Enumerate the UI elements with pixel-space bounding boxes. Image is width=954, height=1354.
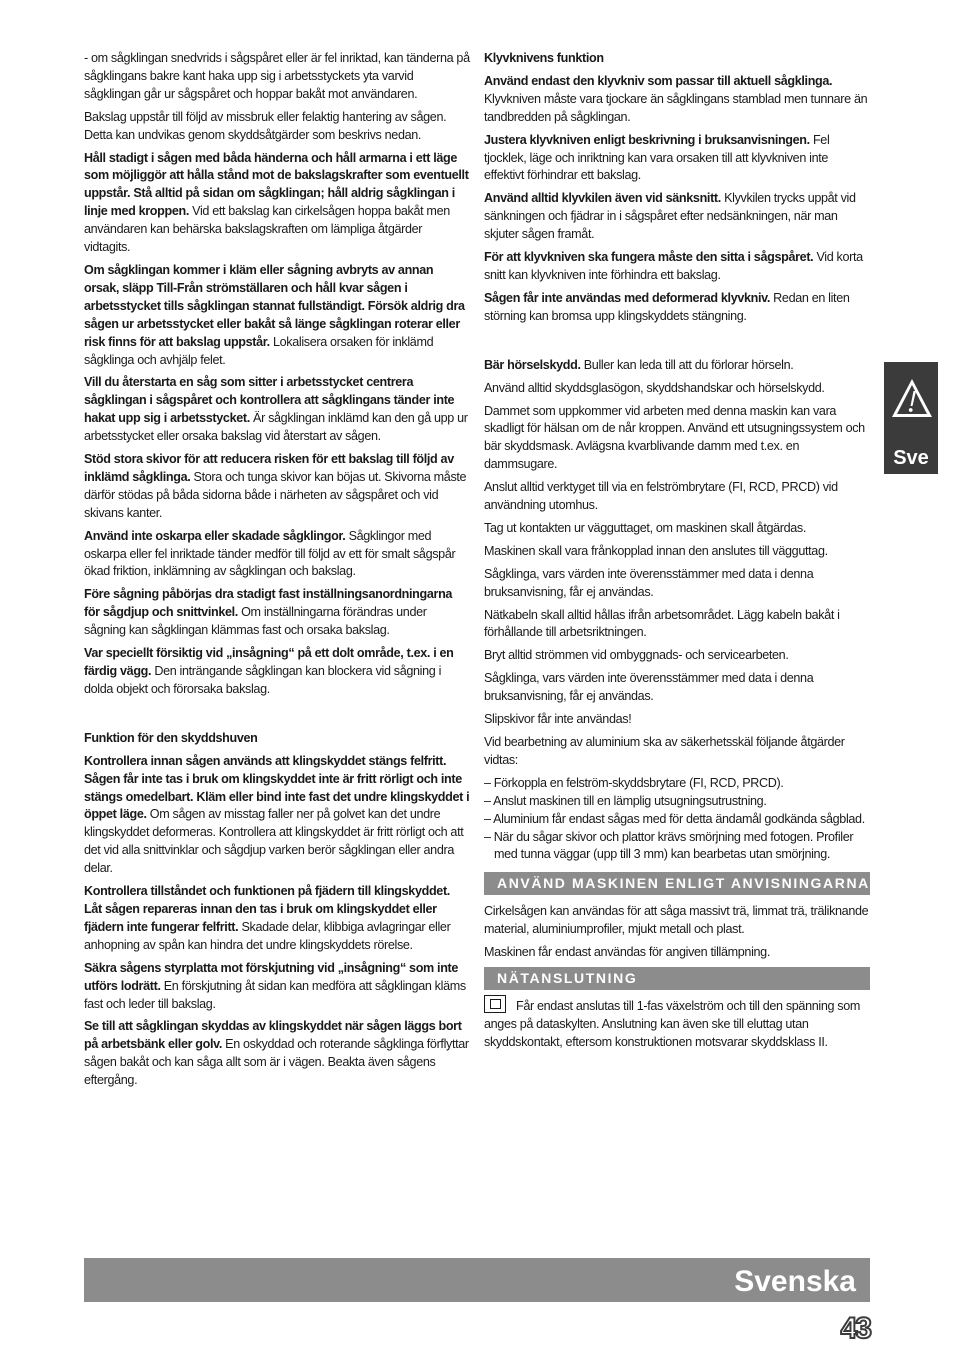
protection-class-ii-icon xyxy=(484,995,506,1013)
list-item: – Aluminium får endast sågas med för detta ändamål godkända sågblad. xyxy=(484,811,865,826)
paragraph: Tag ut kontakten ur vägguttaget, om maskinen skall åtgärdas. xyxy=(484,520,807,535)
paragraph: - om sågklingan snedvrids i sågspåret eller är fel inriktad, kan tänderna på sågklingans bakre kant haka upp sig i arbetsstyckets yta varvid sågklingan går ur sågspåret och hoppar bakåt mot användaren. xyxy=(84,51,470,101)
body-text: Buller kan leda till att du förlorar hörseln. xyxy=(580,357,794,372)
bold-lead: Vill du återstarta en såg som sitter i arbetsstycket centrera sågklingan i sågspåret och kontrollera att sågklingans tänder inte hakat upp sig i arbetsstycket. xyxy=(84,375,455,426)
paragraph: Sågklinga, vars värden inte överensstämmer med data i denna bruksanvisning, får ej användas. xyxy=(484,566,814,599)
bold-lead: Bär hörselskydd. xyxy=(484,357,581,372)
page-number: 43 xyxy=(840,1312,870,1345)
paragraph xyxy=(84,262,470,369)
bold-lead: Använd endast den klyvkniv som passar till aktuell sågklinga. xyxy=(484,73,833,88)
paragraph xyxy=(484,132,870,186)
body-text: Fel tjocklek, läge och inriktning kan vara orsaken till att klyvkniven inte effektivt förhindrar ett bakslag. xyxy=(484,132,830,183)
section-bar-mains: NÄTANSLUTNING xyxy=(484,967,870,990)
paragraph xyxy=(484,998,870,1052)
paragraph: Dammet som uppkommer vid arbeten med denna maskin kan vara skadligt för hälsan om de når kroppen. Använd ett utsugningssystem och bär skyddsmask. Avlägsna kvarblivande damm med t.ex. en dammsugare. xyxy=(484,403,865,472)
bold-lead: Använd alltid klyvkilen även vid sänksnitt. xyxy=(484,191,721,206)
paragraph xyxy=(484,73,870,127)
bold-lead: Se till att sågklingan skyddas av klingskyddet när sågen läggs bort på arbetsbänk eller golv. xyxy=(84,1019,462,1052)
body-text: Om sågen av misstag faller ner på golvet kan det undre klingskyddet deformeras. Kontrollera att klingskyddet är fritt rörligt och att det vid alla snittvinklar och sågdjup varken berör sågklingan eller andra delar. xyxy=(84,807,464,876)
body-text: Vid ett bakslag kan cirkelsågen hoppa bakåt men användaren kan behärska bakslagskraften om lämpliga åtgärder vidtagits. xyxy=(84,204,450,255)
warning-icon xyxy=(890,376,934,420)
paragraph xyxy=(84,753,470,878)
body-text: Stora och tunga skivor kan böjas ut. Skivorna måste därför stödas på båda sidorna både i närheten av sågspåret och vid skivans kanter. xyxy=(84,469,467,520)
body-text: En oskyddad och roterande sågklinga förflyttar sågen bakåt och kan såga allt som är i vägen. Beakta även sågens eftergång. xyxy=(84,1037,469,1088)
paragraph xyxy=(484,290,870,326)
paragraph: Använd alltid skyddsglasögon, skyddshandskar och hörselskydd. xyxy=(484,380,825,395)
section-heading-riving-knife: Klyvknivens funktion xyxy=(484,51,604,65)
paragraph: Bakslag uppstår till följd av missbruk eller felaktig hantering av sågen. Detta kan undvikas genom skyddsåtgärder som beskrivs nedan. xyxy=(84,109,447,142)
left-column xyxy=(84,50,470,1095)
bold-lead: Om sågklingan kommer i kläm eller sågning avbryts av annan orsak, släpp Till-Från strömställaren och håll kvar sågen i arbetsstycket tills sågklingan stannat fullständigt. Försök aldrig dra sågen ur arbetsstycket eller bakåt så länge sågklingan roterar eller risk finns för att bakslag uppstår. xyxy=(84,262,465,349)
paragraph: Bryt alltid strömmen vid ombyggnads- och servicearbeten. xyxy=(484,648,789,663)
paragraph: Nätkabeln skall alltid hållas ifrån arbetsområdet. Lägg kabeln bakåt i förhållande till arbetsriktningen. xyxy=(484,607,840,640)
paragraph xyxy=(84,960,470,1014)
body-text: Den inträngande sågklingan kan blockera vid sågning i dolda objekt och förorsaka bakslag. xyxy=(84,664,442,696)
bold-lead: Justera klyvkniven enligt beskrivning i bruksanvisningen. xyxy=(484,132,810,147)
bold-lead: Sågen får inte användas med deformerad klyvkniv. xyxy=(484,290,771,305)
paragraph xyxy=(84,645,470,699)
paragraph xyxy=(484,249,870,285)
paragraph: Maskinen får endast användas för angiven tillämpning. xyxy=(484,945,770,960)
bold-lead: Håll stadigt i sågen med båda händerna och håll armarna i ett läge som möjliggör att hålla stånd mot de bakslagskrafter som eventuellt uppstår. Stå alltid på sidan om sågklingan; håll aldrig sågklingan i linje med kroppen. xyxy=(84,150,469,219)
paragraph xyxy=(84,150,470,257)
paragraph xyxy=(84,883,470,955)
paragraph: Cirkelsågen kan användas för att såga massivt trä, limmat trä, träliknande material, aluminiumprofiler, mjukt metall och plast. xyxy=(484,904,869,937)
body-text: Är sågklingan inklämd kan den gå upp ur arbetsstycket eller orsaka bakslag vid återstart av sågen. xyxy=(84,411,468,444)
right-column xyxy=(484,50,870,1057)
bold-lead: Var speciellt försiktig vid „insågning“ på ett dolt område, t.ex. i en färdig vägg. xyxy=(84,646,454,678)
paragraph xyxy=(84,586,470,640)
body-text: Skadade delar, klibbiga avlagringar eller anhopning av spån kan hindra det undre klingskyddets rörelse. xyxy=(84,919,451,952)
paragraph xyxy=(84,1018,470,1090)
bold-lead: Före sågning påbörjas dra stadigt fast inställningsanordningarna för sågdjup och snittvinkel. xyxy=(84,587,453,620)
bold-lead: För att klyvkniven ska fungera måste den sitta i sågspåret. xyxy=(484,250,814,265)
footer-bar xyxy=(84,1258,870,1302)
side-tab-label: Sve xyxy=(893,447,929,469)
body-text: Klyvkniven måste vara tjockare än sågklingans stamblad men tunnare än tandbredden på sågklingan. xyxy=(484,91,868,124)
bold-lead: Säkra sågens styrplatta mot förskjutning vid „insågning“ som inte utförs lodrätt. xyxy=(84,960,459,993)
paragraph: Anslut alltid verktyget till via en felströmbrytare (FI, RCD, PRCD) vid användning utomhus. xyxy=(484,480,838,513)
paragraph: Sågklinga, vars värden inte överensstämmer med data i denna bruksanvisning, får ej användas. xyxy=(484,671,814,704)
paragraph xyxy=(484,357,870,375)
paragraph xyxy=(84,528,470,582)
bold-lead: Stöd stora skivor för att reducera risken för ett bakslag till följd av inklämd sågklinga. xyxy=(84,452,454,484)
body-text: Sågklingor med oskarpa eller fel inriktade tänder medför till följd av ett för smalt sågspår ökad friktion, inklämning av sågklingan och bakslag. xyxy=(84,528,456,579)
body-text: Får endast anslutas till 1-fas växelström och till den spänning som anges på dataskylten. Anslutning kan även ske till eluttag utan skyddskontakt, eftersom konstruktionen motsvarar skyddsklass II. xyxy=(484,999,861,1049)
aluminium-measures-list xyxy=(484,775,870,865)
body-text: En förskjutning åt sidan kan medföra att sågklingan kläms fast och leder till bakslag. xyxy=(84,978,466,1011)
paragraph xyxy=(484,190,870,244)
body-text: Klyvkilen trycks uppåt vid sänkningen och fjädrar in i sågspåret efter nedsänkningen, när man skjuter sågen framåt. xyxy=(484,191,856,242)
footer-language: Svenska xyxy=(734,1265,856,1298)
paragraph: Vid bearbetning av aluminium ska av säkerhetsskäl följande åtgärder vidtas: xyxy=(484,735,845,767)
paragraph xyxy=(84,374,470,446)
section-heading-guard: Funktion för den skyddshuven xyxy=(84,730,258,745)
body-text: Vid korta snitt kan klyvkniven inte förhindra ett bakslag. xyxy=(484,250,863,282)
list-item: – Förkoppla en felström-skyddsbrytare (FI, RCD, PRCD). xyxy=(484,775,784,790)
bold-lead: Använd inte oskarpa eller skadade sågklingor. xyxy=(84,528,346,543)
paragraph: Slipskivor får inte användas! xyxy=(484,712,632,727)
paragraph: Maskinen skall vara frånkopplad innan den anslutes till vägguttag. xyxy=(484,543,828,558)
list-item: – När du sågar skivor och plattor krävs smörjning med fotogen. Profiler med tunna väggar (upp till 3 mm) kan bearbetas utan smörjning. xyxy=(484,829,854,862)
body-text: Lokalisera orsaken för inklämd sågklinga och avhjälp felet. xyxy=(84,334,434,367)
paragraph xyxy=(84,451,470,523)
section-bar-use: ANVÄND MASKINEN ENLIGT ANVISNINGARNA xyxy=(484,872,870,895)
bold-lead: Kontrollera tillståndet och funktionen på fjädern till klingskyddet. Låt sågen repareras innan den tas i bruk om klingskyddet eller fjädern inte fungerar felfritt. xyxy=(84,884,450,934)
body-text: Redan en liten störning kan bromsa upp klingskyddets stängning. xyxy=(484,290,850,323)
bold-lead: Kontrollera innan sågen används att klingskyddet stängs felfritt. Sågen får inte tas i bruk om klingskyddet inte är fritt rörligt och inte stängs omedelbart. Kläm eller bind inte fast det undre klingskyddet i öppet läge. xyxy=(84,753,470,822)
body-text: Om inställningarna förändras under sågning kan sågklingan klämmas fast och orsaka bakslag. xyxy=(84,605,427,638)
list-item: – Anslut maskinen till en lämplig utsugningsutrustning. xyxy=(484,793,767,808)
language-side-tab xyxy=(884,362,938,474)
